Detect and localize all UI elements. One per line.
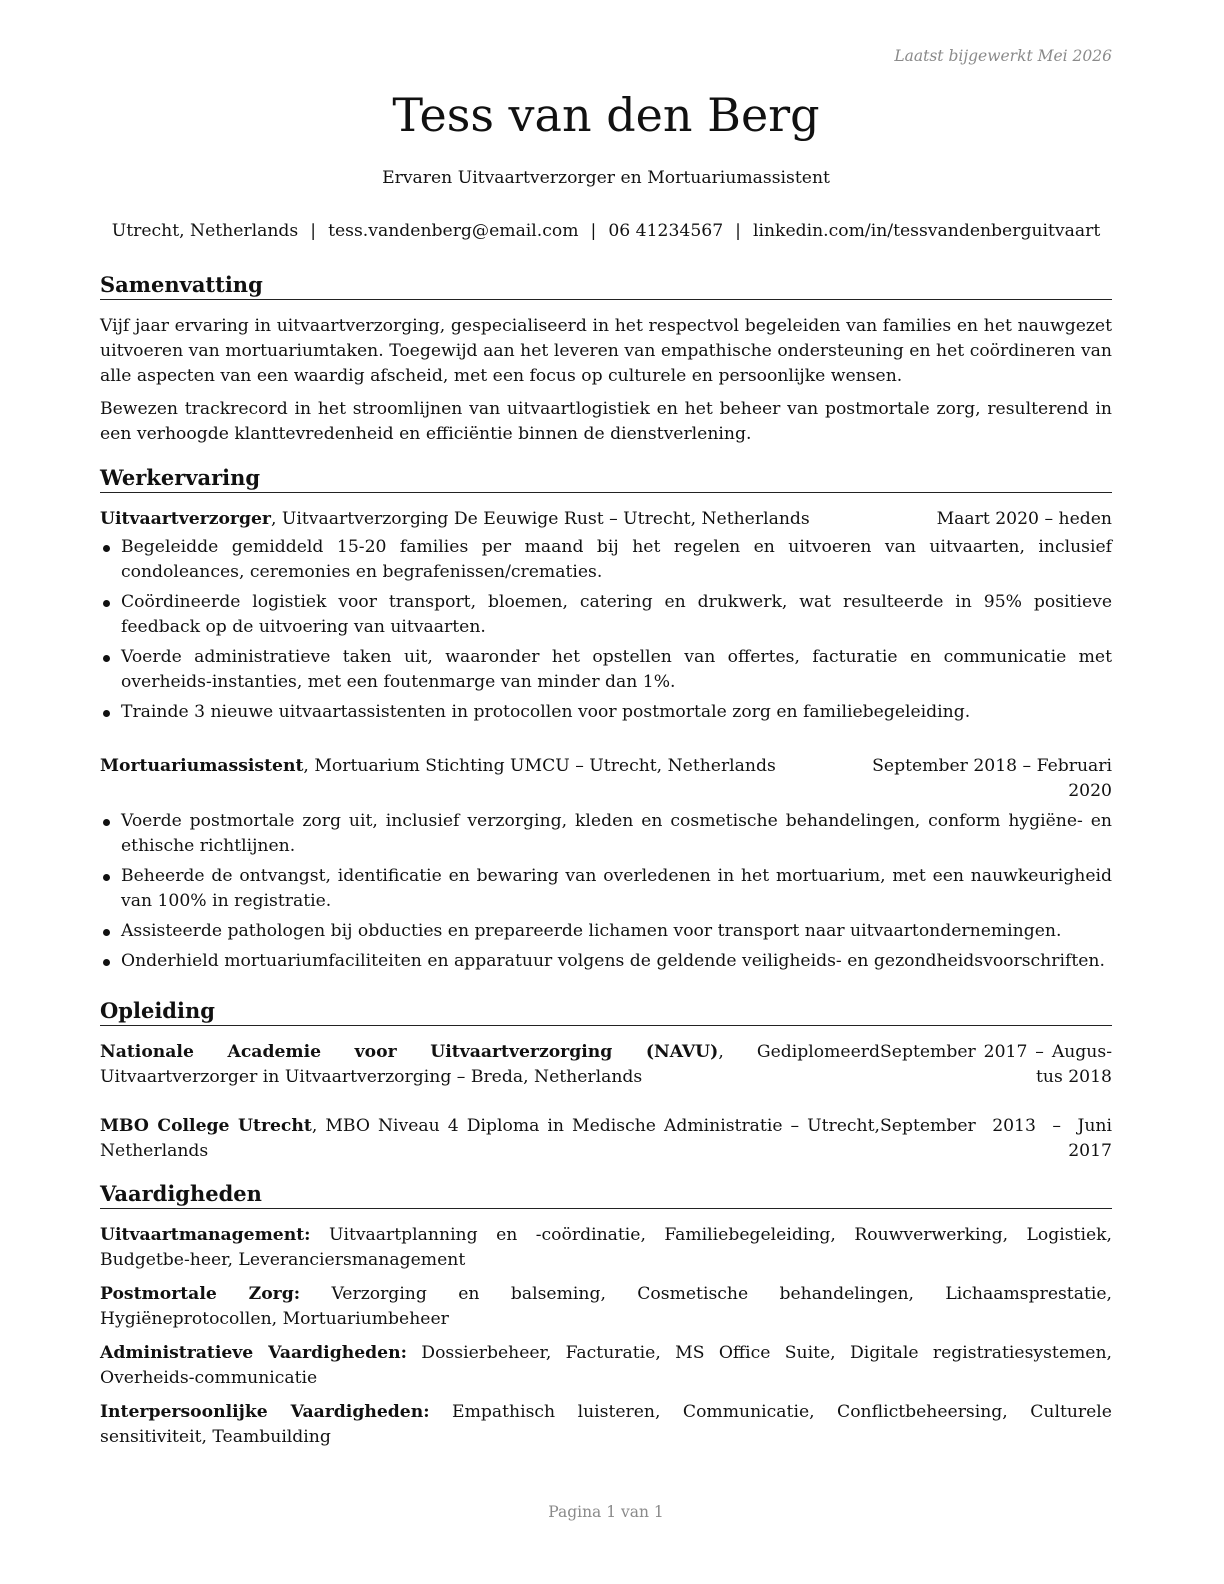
contact-separator: |: [735, 221, 741, 241]
list-item: Begeleidde gemiddeld 15-20 families per maand bij het regelen en uitvoeren van uitvaarten, inclusief condoleances, ceremonies en begrafenissen/crematies.: [100, 535, 1112, 585]
list-item: Beheerde de ontvangst, identificatie en bewaring van overledenen in het mortuarium, met een nauwkeurigheid van 100% in registratie.: [100, 864, 1112, 914]
skill-text: Dossierbeheer, Facturatie, MS Office Suite, Digitale registratiesystemen, Overheids-communicatie: [100, 1343, 1112, 1388]
skill-text: Empathisch luisteren, Communicatie, Conflictbeheersing, Culturele sensitiviteit, Teambuilding: [100, 1402, 1112, 1447]
job-title: Uitvaartverzorger: [100, 509, 271, 529]
list-item: Assisteerde pathologen bij obducties en prepareerde lichamen voor transport naar uitvaartondernemingen.: [100, 919, 1112, 944]
skill-text: Uitvaartplanning en -coördinatie, Familiebegeleiding, Rouwverwerking, Logistiek, Budgetbe-heer, Leveranciersmanagement: [100, 1225, 1112, 1270]
section-title-summary: Samenvatting: [100, 271, 1112, 300]
section-title-skills: Vaardigheden: [100, 1180, 1112, 1209]
page-footer: Pagina 1 van 1: [548, 1503, 664, 1521]
summary-paragraph: Bewezen trackrecord in het stroomlijnen van uitvaartlogistiek en het beheer van postmortale zorg, resulterend in een verhoogde klanttevredenheid en efficiëntie binnen de dienstverlening.: [100, 399, 1112, 444]
job-entry: [100, 507, 1112, 730]
skill-row: [100, 1223, 1112, 1273]
education-dates: September 2017 – Augus-tus 2018: [880, 1042, 1112, 1087]
job-dates: Maart 2020 – heden: [936, 509, 1112, 529]
job-entry: [100, 754, 1112, 979]
section-title-experience: Werkervaring: [100, 464, 1112, 493]
skill-row: [100, 1341, 1112, 1391]
skill-row: [100, 1400, 1112, 1450]
list-item: Voerde postmortale zorg uit, inclusief verzorging, kleden en cosmetische behandelingen, conform hygiëne- en ethische richtlijnen.: [100, 809, 1112, 859]
skill-row: [100, 1282, 1112, 1332]
skill-label: Administratieve Vaardigheden:: [100, 1343, 407, 1363]
resume-page: [100, 0, 1112, 1584]
skill-label: Interpersoonlijke Vaardigheden:: [100, 1402, 430, 1422]
education-entry: [100, 1114, 1112, 1164]
contact-location: Utrecht, Netherlands: [111, 221, 299, 241]
candidate-tagline: Ervaren Uitvaartverzorger en Mortuariumassistent: [382, 168, 830, 188]
contact-separator: |: [310, 221, 317, 241]
section-title-education: Opleiding: [100, 997, 1112, 1026]
job-bullets: [100, 535, 1112, 725]
skills-block: [100, 1223, 1112, 1459]
list-item: Voerde administratieve taken uit, waaronder het opstellen van offertes, facturatie en communicatie met overheids-instanties, met een foutenmarge van minder dan 1%.: [100, 645, 1112, 695]
education-entry: [100, 1040, 1112, 1090]
contact-phone: 06 41234567: [608, 221, 724, 241]
job-bullets: [100, 809, 1112, 974]
contact-linkedin[interactable]: linkedin.com/in/tessvandenberguitvaart: [752, 221, 1101, 241]
candidate-name: Tess van den Berg: [392, 88, 820, 142]
contact-line: [90, 219, 1122, 244]
job-organization: , Uitvaartverzorging De Eeuwige Rust – Utrecht, Netherlands: [270, 509, 810, 529]
education-detail: , MBO Niveau 4 Diploma in Medische Administratie – Utrecht, Netherlands: [100, 1116, 880, 1161]
summary-block: [100, 314, 1112, 455]
education-detail: , Gediplomeerd Uitvaartverzorger in Uitvaartverzorging – Breda, Netherlands: [100, 1042, 880, 1087]
contact-separator: |: [590, 221, 597, 241]
skill-label: Postmortale Zorg:: [100, 1284, 301, 1304]
education-school: Nationale Academie voor Uitvaartverzorging (NAVU): [100, 1042, 719, 1062]
job-header: [100, 507, 1112, 532]
list-item: Trainde 3 nieuwe uitvaartassistenten in protocollen voor postmortale zorg en familiebegeleiding.: [100, 700, 1112, 725]
education-school: MBO College Utrecht: [100, 1116, 312, 1136]
summary-paragraph: Vijf jaar ervaring in uitvaartverzorging, gespecialiseerd in het respectvol begeleiden van families en het nauwgezet uitvoeren van mortuariumtaken. Toegewijd aan het leveren van empathische ondersteuning en het coördineren van alle aspecten van een waardig afscheid, met een focus op culturele en persoonlijke wensen.: [100, 316, 1112, 386]
job-organization: , Mortuarium Stichting UMCU – Utrecht, Netherlands: [303, 756, 776, 776]
job-header: [100, 754, 1112, 801]
job-title: Mortuariumassistent: [100, 756, 304, 776]
job-dates: September 2018 – Februari 2020: [872, 756, 1112, 801]
education-dates: September 2013 – Juni 2017: [880, 1116, 1112, 1161]
list-item: Onderhield mortuariumfaciliteiten en apparatuur volgens de geldende veiligheids- en gezondheidsvoorschriften.: [100, 949, 1112, 974]
last-updated: Laatst bijgewerkt Mei 2026: [894, 47, 1112, 65]
contact-email[interactable]: tess.vandenberg@email.com: [328, 221, 579, 241]
skill-text: Verzorging en balseming, Cosmetische behandelingen, Lichaamsprestatie, Hygiëneprotocollen, Mortuariumbeheer: [100, 1284, 1112, 1329]
list-item: Coördineerde logistiek voor transport, bloemen, catering en drukwerk, wat resulteerde in 95% positieve feedback op de uitvoering van uitvaarten.: [100, 590, 1112, 640]
skill-label: Uitvaartmanagement:: [100, 1225, 311, 1245]
